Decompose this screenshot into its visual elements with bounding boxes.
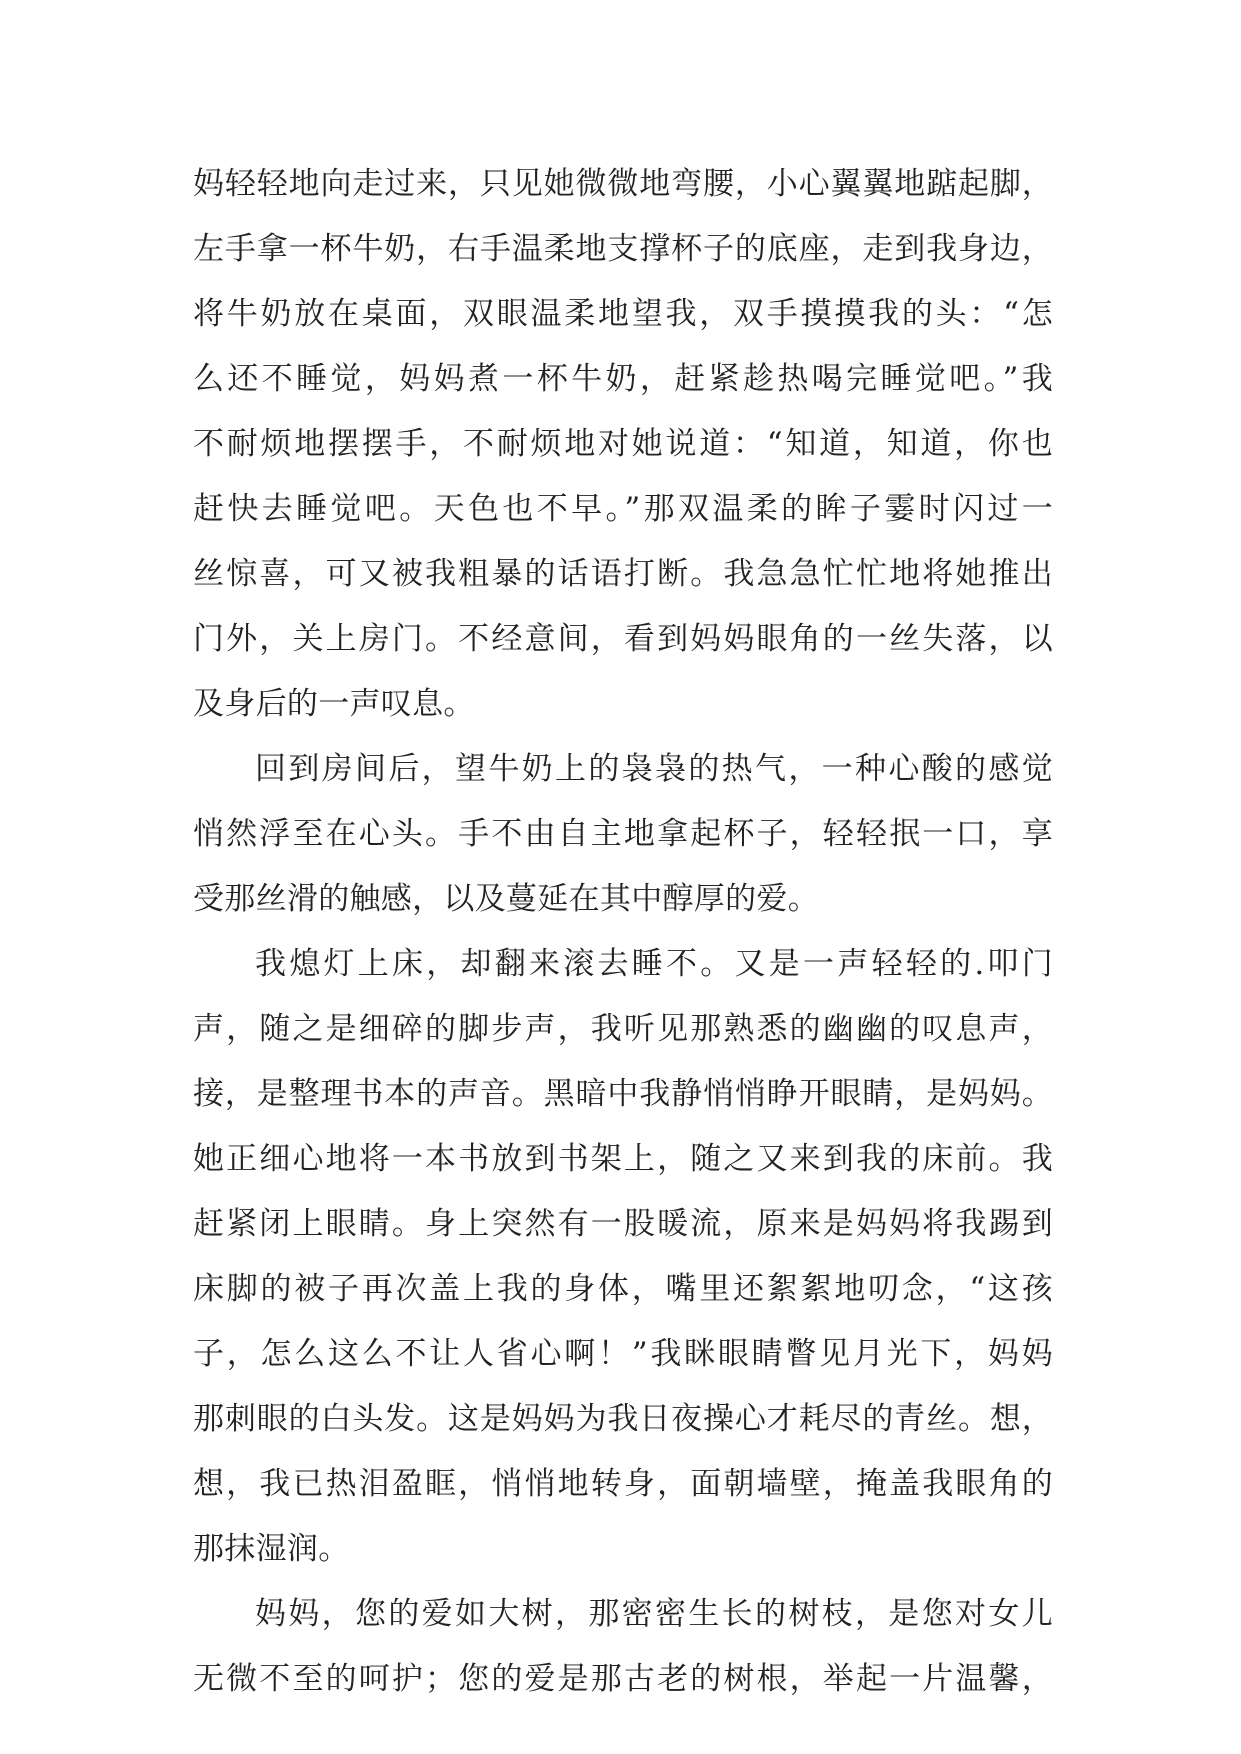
text-line: 左手拿一杯牛奶，右手温柔地支撑杯子的底座，走到我身边， <box>193 231 1053 267</box>
document-body <box>193 152 1053 1712</box>
text-line: 赶快去睡觉吧。天色也不早。”那双温柔的眸子霎时闪过一 <box>193 491 1053 527</box>
text-line: 我熄灯上床，却翻来滚去睡不。又是一声轻轻的.叩门 <box>255 946 1053 982</box>
text-line: 不耐烦地摆摆手，不耐烦地对她说道：“知道，知道，你也 <box>193 426 1053 462</box>
text-line: 悄然浮至在心头。手不由自主地拿起杯子，轻轻抿一口，享 <box>193 816 1053 852</box>
text-line: 那刺眼的白头发。这是妈妈为我日夜操心才耗尽的青丝。想， <box>193 1401 1053 1437</box>
text-line: 她正细心地将一本书放到书架上，随之又来到我的床前。我 <box>193 1141 1053 1177</box>
text-line: 受那丝滑的触感，以及蔓延在其中醇厚的爱。 <box>193 881 819 917</box>
text-line: 回到房间后，望牛奶上的袅袅的热气，一种心酸的感觉 <box>255 751 1053 787</box>
text-line: 将牛奶放在桌面，双眼温柔地望我，双手摸摸我的头：“怎 <box>193 296 1053 332</box>
text-line: 无微不至的呵护；您的爱是那古老的树根，举起一片温馨， <box>193 1661 1053 1697</box>
text-line: 想，我已热泪盈眶，悄悄地转身，面朝墙壁，掩盖我眼角的 <box>193 1466 1053 1502</box>
text-line: 么还不睡觉，妈妈煮一杯牛奶，赶紧趁热喝完睡觉吧。”我 <box>193 361 1053 397</box>
text-line: 赶紧闭上眼睛。身上突然有一股暖流，原来是妈妈将我踢到 <box>193 1206 1053 1242</box>
text-line: 那抹湿润。 <box>193 1531 350 1567</box>
text-line: 妈轻轻地向走过来，只见她微微地弯腰，小心翼翼地踮起脚， <box>193 166 1053 202</box>
text-line: 床脚的被子再次盖上我的身体，嘴里还絮絮地叨念，“这孩 <box>193 1271 1053 1307</box>
text-line: 门外，关上房门。不经意间，看到妈妈眼角的一丝失落，以 <box>193 621 1053 657</box>
text-line: 及身后的一声叹息。 <box>193 686 475 722</box>
text-line: 妈妈，您的爱如大树，那密密生长的树枝，是您对女儿 <box>255 1596 1053 1632</box>
text-line: 声，随之是细碎的脚步声，我听见那熟悉的幽幽的叹息声， <box>193 1011 1053 1047</box>
text-line: 丝惊喜，可又被我粗暴的话语打断。我急急忙忙地将她推出 <box>193 556 1053 592</box>
text-line: 接，是整理书本的声音。黑暗中我静悄悄睁开眼睛，是妈妈。 <box>193 1076 1053 1112</box>
text-line: 子，怎么这么不让人省心啊！”我眯眼睛瞥见月光下，妈妈 <box>193 1336 1053 1372</box>
